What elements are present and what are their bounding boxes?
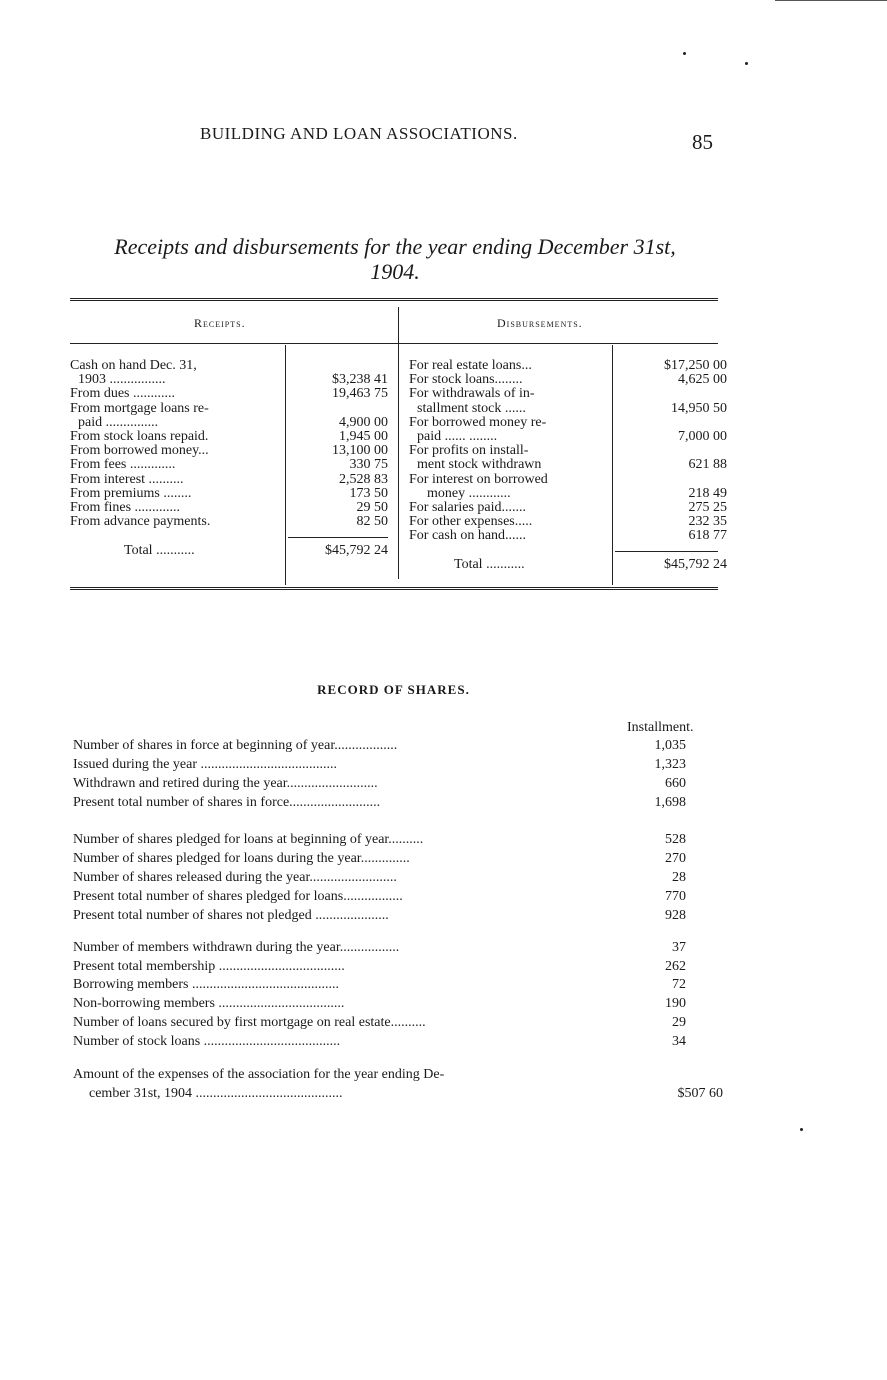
disbursement-amount: 4,625 00 (678, 373, 727, 388)
receipt-label: From interest .......... (70, 472, 184, 487)
record-label: Present total membership .................................... (73, 959, 345, 974)
table-bottom-rule-2 (70, 589, 718, 590)
record-row (73, 795, 723, 814)
receipt-row (70, 387, 388, 401)
disbursement-amount: 618 77 (688, 529, 727, 544)
disbursement-label: For real estate loans... (409, 359, 532, 373)
receipt-amount: 82 50 (356, 515, 388, 530)
receipts-heading: Receipts. (194, 316, 246, 330)
receipt-label: Cash on hand Dec. 31, (70, 359, 197, 373)
table-header-rule (70, 343, 718, 344)
record-value: 1,323 (654, 757, 686, 772)
receipt-label: From premiums ........ (70, 486, 192, 501)
record-row (73, 738, 723, 757)
disbursement-row (409, 501, 727, 515)
record-value: 1,035 (654, 738, 686, 753)
receipt-amount: 19,463 75 (332, 387, 388, 402)
record-of-shares-title: RECORD OF SHARES. (317, 682, 470, 697)
record-row (73, 832, 723, 851)
receipt-label: From dues ............ (70, 387, 175, 402)
receipt-row (70, 373, 388, 387)
record-row (73, 908, 723, 927)
disbursements-list (409, 359, 727, 543)
expenses-line-2 (73, 1086, 723, 1105)
record-row (73, 870, 723, 889)
scan-speck (800, 1128, 803, 1131)
record-label: Number of shares pledged for loans during the year.............. (73, 851, 410, 866)
disbursement-label: paid ...... ........ (417, 429, 498, 444)
expenses-line-1 (73, 1067, 723, 1086)
receipt-row (70, 430, 388, 444)
disbursement-row (409, 487, 727, 501)
record-row (73, 851, 723, 870)
record-label: Number of shares released during the year......................... (73, 870, 397, 885)
expenses-label-1: Amount of the expenses of the association for the year ending De- (73, 1067, 445, 1082)
record-value: 28 (672, 870, 686, 885)
receipt-row (70, 402, 388, 416)
disbursement-amount: 14,950 50 (671, 401, 727, 416)
receipt-amount: 330 75 (349, 458, 388, 473)
record-value: 528 (665, 832, 686, 847)
disbursements-total-label: Total ........... (454, 557, 525, 572)
receipt-row (70, 487, 388, 501)
disbursement-label: money ............ (427, 486, 511, 501)
disbursement-amount: 7,000 00 (678, 429, 727, 444)
record-label: Number of stock loans ....................................... (73, 1034, 341, 1049)
table-center-divider (398, 307, 399, 579)
table-top-rule-2 (70, 300, 718, 301)
disbursement-row (409, 444, 727, 458)
record-label: Present total number of shares pledged for loans................. (73, 889, 403, 904)
receipt-label: From fees ............. (70, 458, 176, 473)
disbursements-total: $45,792 24 (664, 557, 727, 572)
record-value: 270 (665, 851, 686, 866)
disbursement-row (409, 515, 727, 529)
disbursement-row (409, 387, 727, 401)
record-label: Number of shares pledged for loans at beginning of year.......... (73, 832, 424, 847)
table-top-rule (70, 298, 718, 299)
disbursement-row (409, 359, 727, 373)
disbursements-heading: Disbursements. (497, 316, 583, 330)
table-bottom-rule (70, 587, 718, 588)
record-row (73, 959, 723, 978)
scan-speck (745, 62, 748, 65)
receipt-row (70, 473, 388, 487)
record-label: Number of members withdrawn during the year................. (73, 940, 400, 955)
disbursement-row (409, 416, 727, 430)
record-label: Number of loans secured by first mortgage on real estate.......... (73, 1015, 426, 1030)
disbursement-label: For other expenses..... (409, 515, 533, 530)
receipt-row (70, 444, 388, 458)
record-row (73, 1015, 723, 1034)
record-value: 928 (665, 908, 686, 923)
record-row (73, 977, 723, 996)
record-label: Present total number of shares not pledged ..................... (73, 908, 389, 923)
record-value: 660 (665, 776, 686, 791)
record-value: 190 (665, 996, 686, 1011)
record-row (73, 889, 723, 908)
disbursement-label: For borrowed money re- (409, 415, 547, 430)
page-number: 85 (692, 130, 713, 154)
receipt-label: 1903 ................ (78, 373, 166, 388)
receipt-label: From stock loans repaid. (70, 429, 209, 444)
record-row (73, 996, 723, 1015)
receipt-amount: $3,238 41 (332, 373, 388, 388)
expenses-value: $507 60 (677, 1086, 723, 1101)
disbursement-label: ment stock withdrawn (417, 458, 542, 473)
receipt-amount: 13,100 00 (332, 444, 388, 459)
disbursement-amount: 621 88 (688, 458, 727, 473)
record-value: 770 (665, 889, 686, 904)
receipt-label: paid ............... (78, 415, 159, 430)
disbursement-label: For salaries paid....... (409, 500, 527, 515)
receipts-total-rule (288, 537, 388, 538)
record-label: Withdrawn and retired during the year.......................... (73, 776, 378, 791)
record-row (73, 940, 723, 959)
receipts-total: $45,792 24 (325, 543, 388, 558)
disbursement-amount: 232 35 (688, 515, 727, 530)
receipt-label: From mortgage loans re- (70, 401, 209, 416)
record-label: Borrowing members .......................................... (73, 977, 339, 992)
disbursement-row (409, 529, 727, 543)
expenses-label-2: cember 31st, 1904 .......................................... (89, 1086, 343, 1101)
record-value: 1,698 (654, 795, 686, 810)
receipts-list (70, 359, 388, 529)
receipt-label: From advance payments. (70, 515, 211, 530)
receipt-amount: 29 50 (356, 500, 388, 515)
disbursement-row (409, 402, 727, 416)
scan-speck (683, 52, 686, 55)
disbursement-amount: 218 49 (688, 486, 727, 501)
disbursement-amount: 275 25 (688, 500, 727, 515)
receipt-amount: 4,900 00 (339, 415, 388, 430)
receipt-row (70, 458, 388, 472)
disbursement-row (409, 373, 727, 387)
disbursement-row (409, 473, 727, 487)
disbursement-label: For withdrawals of in- (409, 387, 535, 402)
record-label: Non-borrowing members .................................... (73, 996, 345, 1011)
disbursements-total-rule (615, 551, 718, 552)
disbursement-label: For stock loans........ (409, 373, 523, 388)
record-value: 72 (672, 977, 686, 992)
record-label: Present total number of shares in force.......................... (73, 795, 381, 810)
installment-column-heading: Installment. (627, 720, 694, 735)
record-value: 37 (672, 940, 686, 955)
disbursement-row (409, 458, 727, 472)
record-value: 29 (672, 1015, 686, 1030)
record-row (73, 757, 723, 776)
receipt-label: From borrowed money... (70, 444, 209, 459)
disbursement-row (409, 430, 727, 444)
receipt-amount: 173 50 (349, 486, 388, 501)
receipt-amount: 2,528 83 (339, 472, 388, 487)
receipt-label: From fines ............. (70, 500, 181, 515)
statement-title-year: 1904. (370, 259, 420, 284)
receipt-row (70, 501, 388, 515)
record-label: Issued during the year ....................................... (73, 757, 338, 772)
disbursement-label: stallment stock ...... (417, 401, 526, 416)
disbursement-label: For cash on hand...... (409, 529, 527, 544)
record-label: Number of shares in force at beginning of year.................. (73, 738, 398, 753)
receipt-row (70, 515, 388, 529)
running-title: BUILDING AND LOAN ASSOCIATIONS. (200, 124, 518, 143)
disbursement-amount: $17,250 00 (664, 359, 727, 373)
receipt-row (70, 416, 388, 430)
record-row (73, 1034, 723, 1053)
receipt-row (70, 359, 388, 373)
record-row (73, 776, 723, 795)
disbursement-label: For profits on install- (409, 444, 529, 459)
receipts-total-label: Total ........... (124, 543, 195, 558)
record-value: 34 (672, 1034, 686, 1049)
record-value: 262 (665, 959, 686, 974)
disbursement-label: For interest on borrowed (409, 472, 548, 487)
scan-edge-line (775, 0, 887, 1)
receipt-amount: 1,945 00 (339, 429, 388, 444)
statement-title: Receipts and disbursements for the year ending December 31st, (114, 234, 676, 259)
